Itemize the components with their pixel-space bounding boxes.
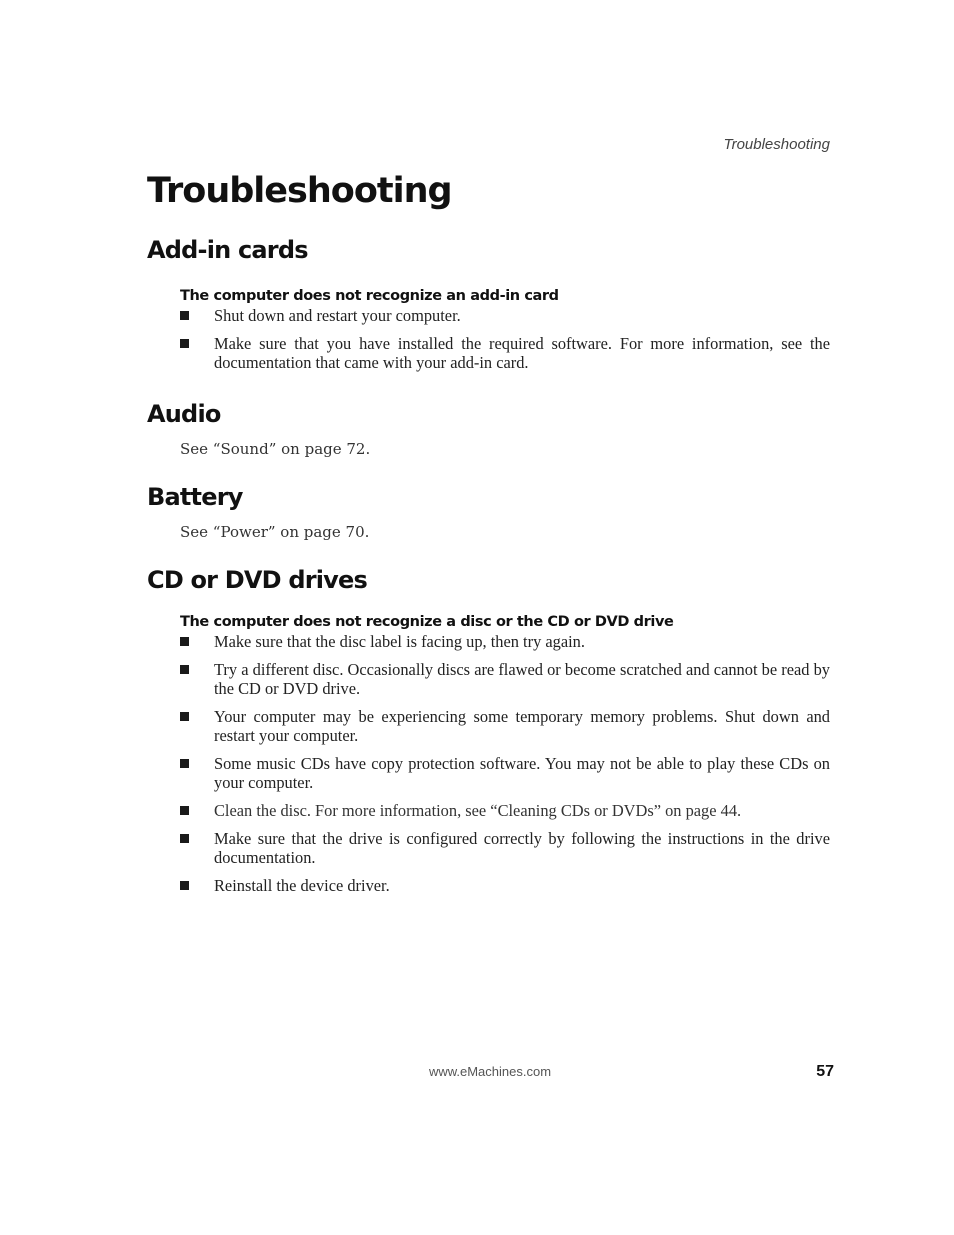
page-number: 57 xyxy=(816,1063,834,1080)
battery-cross-reference[interactable]: See “Power” on page 70. xyxy=(180,523,370,541)
list-item: Try a different disc. Occasionally discs are flawed or become scratched and cannot be read by the CD or DVD drive. xyxy=(147,660,830,698)
section-title-battery: Battery xyxy=(147,483,243,511)
addin-cards-list xyxy=(147,306,830,372)
list-item: Make sure that the drive is configured correctly by following the instructions in the drive documentation. xyxy=(147,829,830,867)
list-item: Some music CDs have copy protection software. You may not be able to play these CDs on your computer. xyxy=(147,754,830,792)
section-title-audio: Audio xyxy=(147,400,221,428)
audio-cross-reference[interactable]: See “Sound” on page 72. xyxy=(180,440,371,458)
footer-url[interactable]: www.eMachines.com xyxy=(428,1064,552,1079)
cd-dvd-subheading: The computer does not recognize a disc or the CD or DVD drive xyxy=(180,614,674,630)
section-battery xyxy=(147,481,830,542)
section-audio xyxy=(147,398,830,459)
square-bullet-icon xyxy=(180,712,189,721)
list-item xyxy=(147,801,830,820)
square-bullet-icon xyxy=(180,637,189,646)
cleaning-cds-cross-reference[interactable]: Clean the disc. For more information, see “Cleaning CDs or DVDs” on page 44. xyxy=(214,801,742,820)
square-bullet-icon xyxy=(180,665,189,674)
section-title-addin-cards: Add-in cards xyxy=(147,236,308,264)
page-content xyxy=(147,168,830,904)
list-item: Reinstall the device driver. xyxy=(147,876,830,895)
list-item: Shut down and restart your computer. xyxy=(147,306,830,325)
square-bullet-icon xyxy=(180,759,189,768)
square-bullet-icon xyxy=(180,806,189,815)
page-title: Troubleshooting xyxy=(147,171,452,211)
list-item: Make sure that you have installed the required software. For more information, see the documentation that came with your add-in card. xyxy=(147,334,830,372)
list-item: Your computer may be experiencing some temporary memory problems. Shut down and restart your computer. xyxy=(147,707,830,745)
square-bullet-icon xyxy=(180,834,189,843)
section-addin-cards xyxy=(147,234,830,372)
list-item: Make sure that the disc label is facing up, then try again. xyxy=(147,632,830,651)
section-cd-dvd-drives xyxy=(147,564,830,895)
square-bullet-icon xyxy=(180,311,189,320)
square-bullet-icon xyxy=(180,881,189,890)
running-header: Troubleshooting xyxy=(723,136,830,153)
square-bullet-icon xyxy=(180,339,189,348)
section-title-cd-dvd-drives: CD or DVD drives xyxy=(147,566,367,594)
addin-cards-subheading: The computer does not recognize an add-in card xyxy=(180,288,559,304)
cd-dvd-list xyxy=(147,632,830,895)
